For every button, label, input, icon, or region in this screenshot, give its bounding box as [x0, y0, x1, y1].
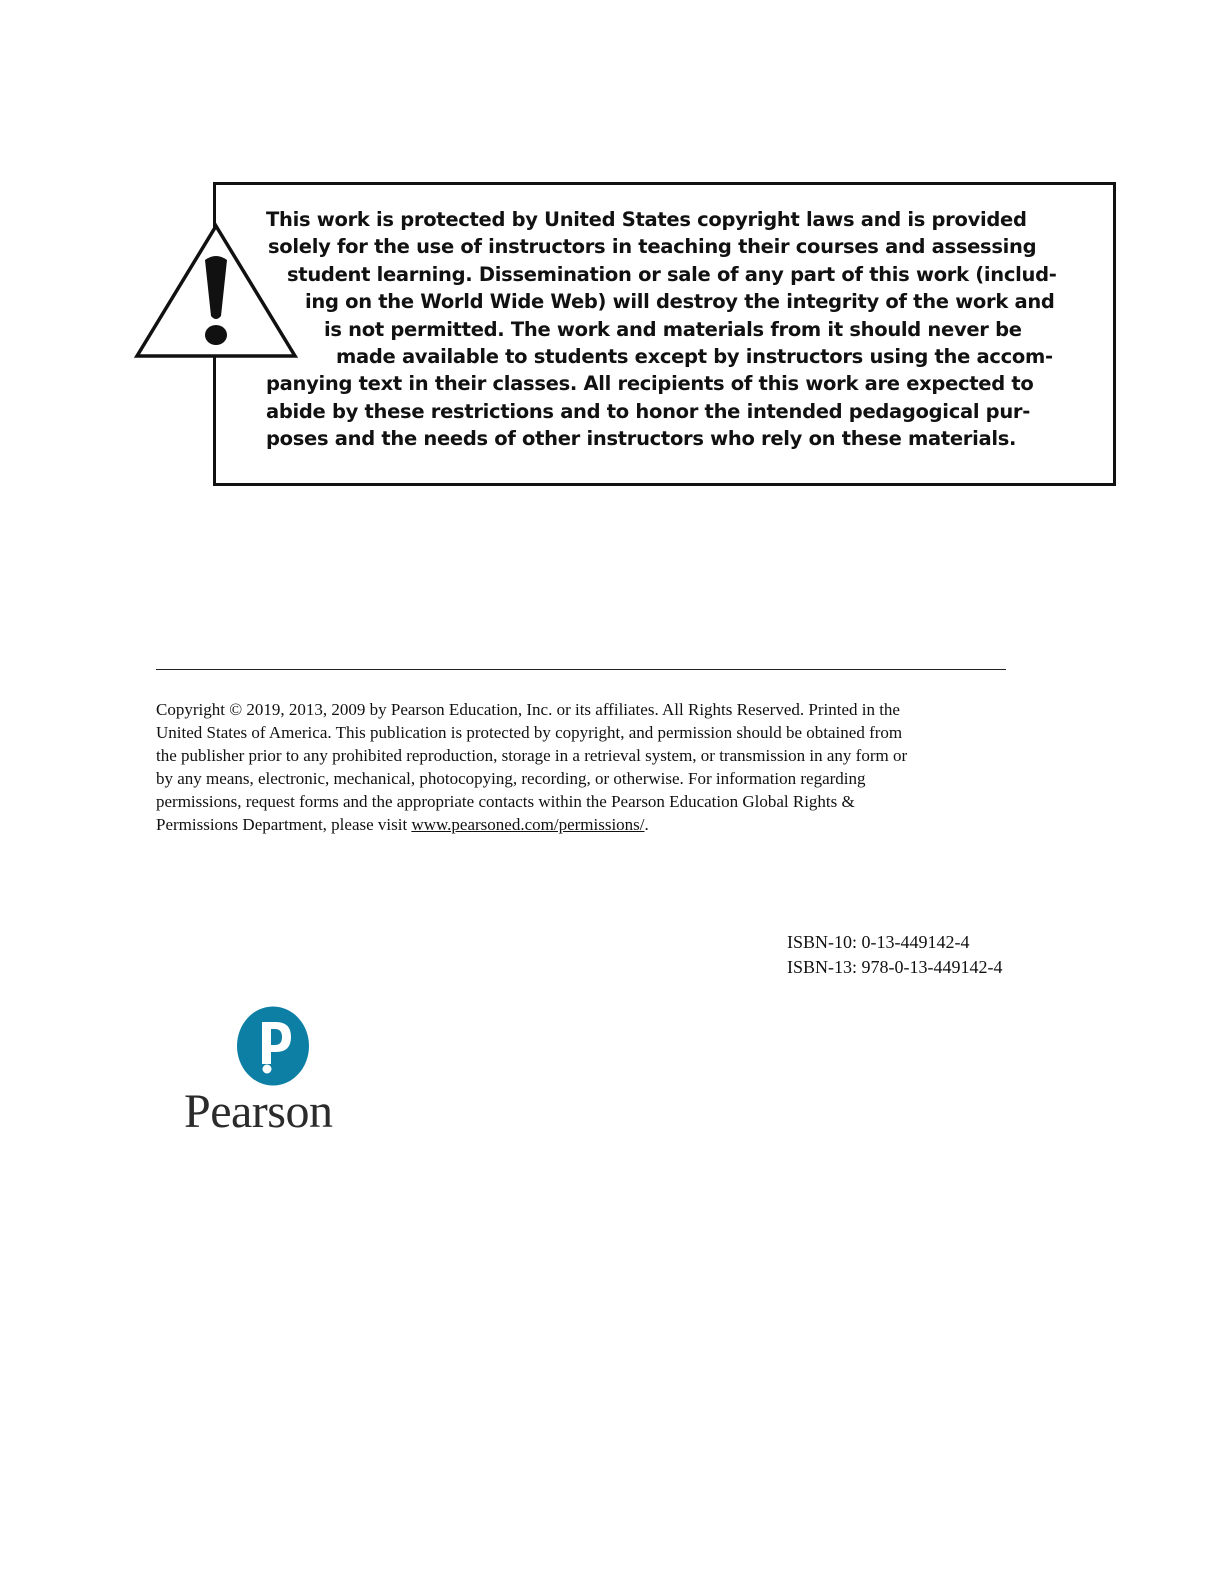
isbn-10: ISBN-10: 0-13-449142-4: [787, 932, 970, 952]
copyright-line: by any means, electronic, mechanical, photocopying, recording, or otherwise. For information regarding: [156, 769, 866, 788]
isbn-block: [787, 930, 1002, 980]
copyright-line: the publisher prior to any prohibited reproduction, storage in a retrieval system, or transmission in any form or: [156, 746, 908, 765]
permissions-link[interactable]: www.pearsoned.com/permissions/: [411, 815, 645, 834]
warning-line: is not permitted. The work and materials from it should never be: [324, 317, 1022, 341]
copyright-paragraph: [156, 698, 1056, 836]
pearson-logo-icon: [236, 1006, 310, 1086]
warning-line: student learning. Dissemination or sale of any part of this work (includ-: [287, 262, 1057, 286]
warning-line: solely for the use of instructors in teaching their courses and assessing: [268, 235, 1037, 259]
horizontal-divider: [156, 669, 1006, 670]
copyright-last-line-text: Permissions Department, please visit: [156, 815, 412, 834]
copyright-last-line-period: .: [644, 815, 649, 834]
warning-line: panying text in their classes. All recipients of this work are expected to: [266, 372, 1034, 396]
warning-line: ing on the World Wide Web) will destroy the integrity of the work and: [305, 290, 1055, 314]
copyright-line: United States of America. This publication is protected by copyright, and permission should be obtained from: [156, 723, 903, 742]
warning-line: This work is protected by United States copyright laws and is provided: [266, 208, 1027, 231]
copyright-line: Copyright © 2019, 2013, 2009 by Pearson Education, Inc. or its affiliates. All Rights Reserved. Printed in the: [156, 700, 900, 719]
pearson-wordmark: Pearson: [184, 1085, 333, 1138]
copyright-last-line: [156, 813, 1056, 836]
warning-line: poses and the needs of other instructors who rely on these materials.: [266, 427, 1017, 451]
warning-line: abide by these restrictions and to honor the intended pedagogical pur-: [266, 399, 1031, 423]
warning-line: made available to students except by instructors using the accom-: [336, 345, 1053, 369]
copyright-line: permissions, request forms and the appropriate contacts within the Pearson Education Global Rights &: [156, 792, 855, 811]
isbn-13: ISBN-13: 978-0-13-449142-4: [787, 957, 1003, 977]
warning-notice-text: [258, 206, 1098, 453]
